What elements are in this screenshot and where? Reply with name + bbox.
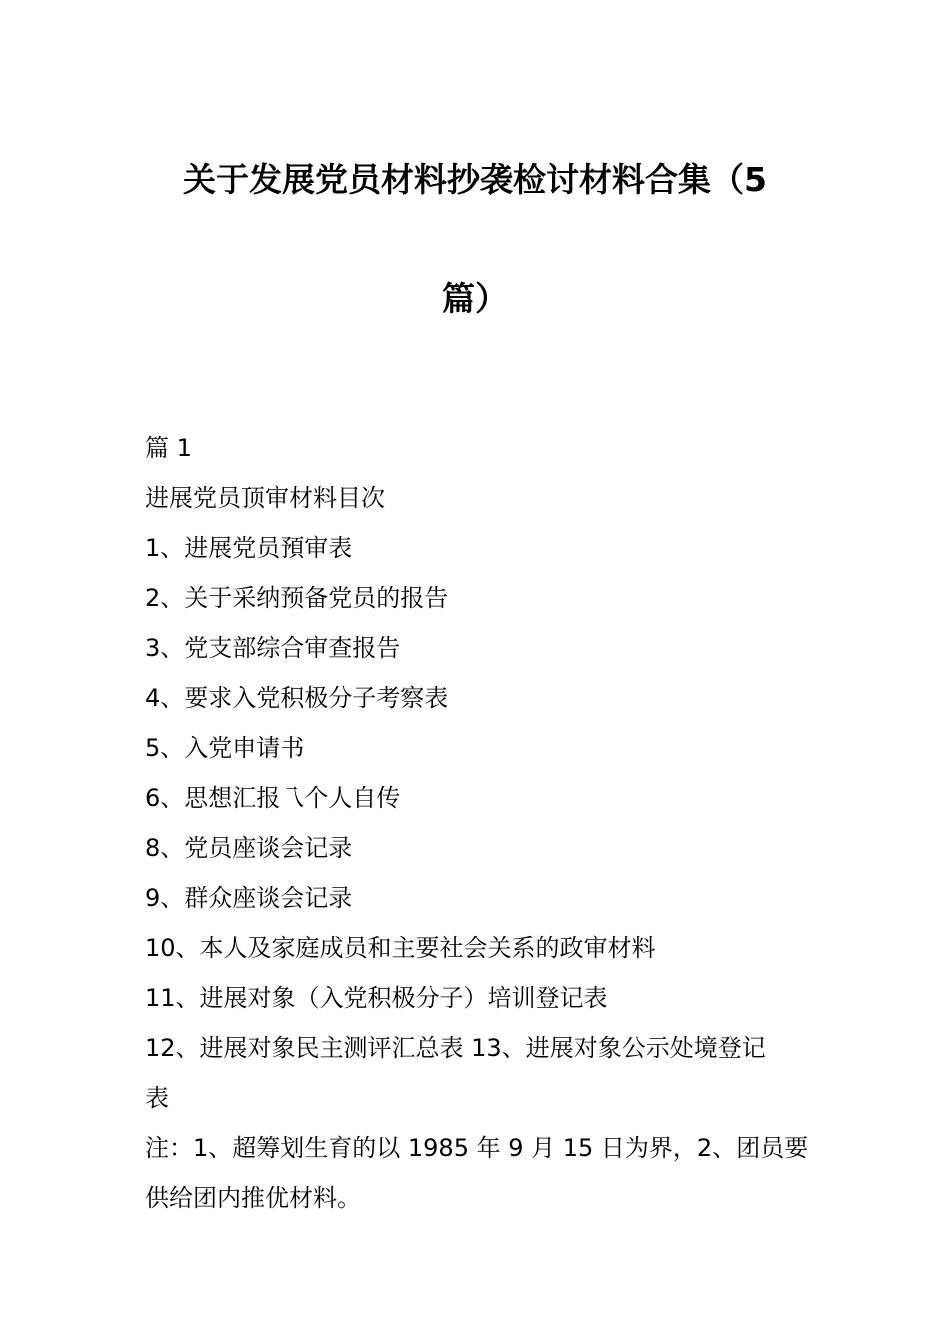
note-line: 供给团内推优材料。 — [145, 1184, 361, 1212]
section-heading: 篇 1 — [145, 434, 192, 462]
contents-heading: 进展党员顶审材料目次 — [145, 484, 385, 512]
list-item: 1、进展党员預审表 — [145, 534, 353, 562]
document-body — [145, 423, 810, 1223]
list-item-continuation: 表 — [145, 1084, 169, 1112]
list-item: 9、群众座谈会记录 — [145, 884, 353, 912]
list-item: 12、进展对象民主测评汇总表 13、进展对象公示处境登记 — [145, 1034, 766, 1062]
document-title-line-1: 关于发展党员材料抄袭检讨材料合集（5 — [183, 160, 767, 199]
note-line: 注：1、超筹划生育的以 1985 年 9 月 15 日为界，2、团员要 — [145, 1134, 809, 1162]
list-item: 11、进展对象（入党积极分子）培训登记表 — [145, 984, 608, 1012]
list-item: 5、入党申请书 — [145, 734, 305, 762]
list-item: 3、党支部综合审查报告 — [145, 634, 401, 662]
list-item: 2、关于采纳预备党员的报告 — [145, 584, 449, 612]
document-title-line-2: 篇） — [442, 279, 508, 318]
list-item: 10、本人及家庭成员和主要社会关系的政审材料 — [145, 934, 656, 962]
list-item: 6、思想汇报乁个人自传 — [145, 784, 401, 812]
list-item: 4、要求入党积极分子考察表 — [145, 684, 449, 712]
list-item: 8、党员座谈会记录 — [145, 834, 353, 862]
